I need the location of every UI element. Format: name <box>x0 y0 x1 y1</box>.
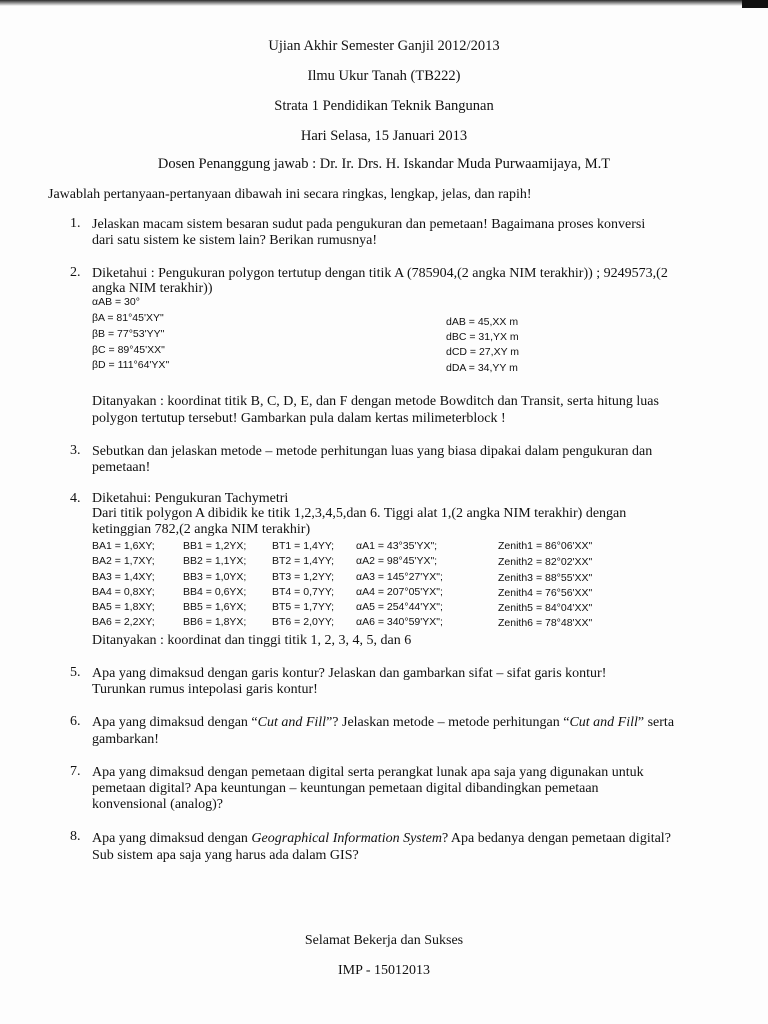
bb-1: BB1 = 1,2YX; <box>183 540 247 552</box>
zenith-1: Zenith1 = 86°06'XX" <box>498 540 593 552</box>
question-6-text-a: Apa yang dimaksud dengan “ <box>92 715 258 730</box>
bb-3: BB3 = 1,0YX; <box>183 571 247 583</box>
bt-6: BT6 = 2,0YY; <box>272 616 335 628</box>
question-3-line-1: Sebutkan dan jelaskan metode – metode perhitungan luas yang biasa dipakai dalam pengukuran dan <box>92 444 653 459</box>
question-number-4: 4. <box>70 491 81 506</box>
polygon-angle-a: βA = 81°45'XY" <box>92 312 164 324</box>
question-8-term: Geographical Information System <box>251 831 442 846</box>
question-6-line-1 <box>92 714 674 731</box>
question-8-text-a: Apa yang dimaksud dengan <box>92 831 252 846</box>
exam-date: Hari Selasa, 15 Januari 2013 <box>300 128 468 144</box>
document-code: IMP - 15012013 <box>337 963 431 978</box>
question-number-8: 8. <box>70 829 81 844</box>
question-8-line-1 <box>92 830 671 847</box>
ba-5: BA5 = 1,8XY; <box>92 601 155 613</box>
question-6-term-1: Cut and Fill <box>257 715 327 730</box>
ba-4: BA4 = 0,8XY; <box>92 586 155 598</box>
question-4-line-2: Dari titik polygon A dibidik ke titik 1,2,3,4,5,dan 6. Tiggi alat 1,(2 angka NIM terakhir) dengan <box>92 506 627 521</box>
azimuth-a2: αA2 = 98°45'YX"; <box>356 555 438 567</box>
ba-6: BA6 = 2,2XY; <box>92 616 155 628</box>
question-4-line-3: ketinggian 782,(2 angka NIM terakhir) <box>92 522 311 537</box>
question-number-6: 6. <box>70 714 81 729</box>
question-2-ask-line-2: polygon tertutup tersebut! Gambarkan pula dalam kertas milimeterblock ! <box>92 411 506 426</box>
question-4-ask: Ditanyakan : koordinat dan tinggi titik 1, 2, 3, 4, 5, dan 6 <box>92 633 412 648</box>
question-6-term-2: Cut and Fill <box>569 715 638 730</box>
question-1-line-1: Jelaskan macam sistem besaran sudut pada pengukuran dan pemetaan! Bagaimana proses konversi <box>92 217 646 232</box>
lecturer-line: Dosen Penanggung jawab : Dr. Ir. Drs. H. Iskandar Muda Purwaamijaya, M.T <box>157 156 611 172</box>
bb-6: BB6 = 1,8YX; <box>183 616 247 628</box>
scan-corner-mark <box>742 0 768 8</box>
distance-bc: dBC = 31,YX m <box>446 331 519 343</box>
bt-5: BT5 = 1,7YY; <box>272 601 335 613</box>
question-5-line-1: Apa yang dimaksud dengan garis kontur? Jelaskan dan gambarkan sifat – sifat garis kontur! <box>92 666 607 681</box>
closing-message: Selamat Bekerja dan Sukses <box>304 933 464 948</box>
question-number-5: 5. <box>70 665 81 680</box>
azimuth-a6: αA6 = 340°59'YX"; <box>356 616 443 628</box>
question-number-3: 3. <box>70 443 81 458</box>
program-name: Strata 1 Pendidikan Teknik Bangunan <box>274 98 494 114</box>
ba-3: BA3 = 1,4XY; <box>92 571 155 583</box>
question-5-line-2: Turunkan rumus intepolasi garis kontur! <box>92 682 318 697</box>
polygon-azimuth-ab: αAB = 30° <box>92 296 140 308</box>
polygon-angle-d: βD = 111°64'YX" <box>92 359 170 371</box>
question-2-line-1: Diketahui : Pengukuran polygon tertutup dengan titik A (785904,(2 angka NIM terakhir)) ; 9249573,(2 <box>92 266 668 281</box>
question-8-text-b: ? Apa bedanya dengan pemetaan digital? <box>441 831 671 846</box>
question-7-line-3: konvensional (analog)? <box>92 797 224 812</box>
bb-2: BB2 = 1,1YX; <box>183 555 247 567</box>
question-2-ask-line-1: Ditanyakan : koordinat titik B, C, D, E, dan F dengan metode Bowditch dan Transit, serta hitung luas <box>92 394 659 409</box>
distance-ab: dAB = 45,XX m <box>446 316 519 328</box>
zenith-2: Zenith2 = 82°02'XX" <box>498 556 593 568</box>
bb-4: BB4 = 0,6YX; <box>183 586 247 598</box>
polygon-angle-c: βC = 89°45'XX" <box>92 344 165 356</box>
polygon-angle-b: βB = 77°53'YY" <box>92 328 165 340</box>
exam-title: Ujian Akhir Semester Ganjil 2012/2013 <box>268 38 500 54</box>
instruction: Jawablah pertanyaan-pertanyaan dibawah ini secara ringkas, lengkap, jelas, dan rapih! <box>48 187 532 202</box>
question-6-text-c: ” serta <box>637 715 675 730</box>
bt-1: BT1 = 1,4YY; <box>272 540 335 552</box>
ba-2: BA2 = 1,7XY; <box>92 555 155 567</box>
question-number-1: 1. <box>70 216 81 231</box>
question-3-line-2: pemetaan! <box>92 460 151 475</box>
bt-3: BT3 = 1,2YY; <box>272 571 335 583</box>
zenith-4: Zenith4 = 76°56'XX" <box>498 587 593 599</box>
question-number-7: 7. <box>70 764 81 779</box>
question-number-2: 2. <box>70 265 81 280</box>
zenith-3: Zenith3 = 88°55'XX" <box>498 572 593 584</box>
question-7-line-1: Apa yang dimaksud dengan pemetaan digital serta perangkat lunak apa saja yang digunakan untuk <box>92 765 644 780</box>
question-1-line-2: dari satu sistem ke sistem lain? Berikan rumusnya! <box>92 233 377 248</box>
question-8-line-2: Sub sistem apa saja yang harus ada dalam GIS? <box>92 848 359 863</box>
scan-edge <box>0 0 768 6</box>
ba-1: BA1 = 1,6XY; <box>92 540 155 552</box>
zenith-6: Zenith6 = 78°48'XX" <box>498 617 593 629</box>
azimuth-a1: αA1 = 43°35'YX"; <box>356 540 438 552</box>
question-7-line-2: pemetaan digital? Apa keuntungan – keuntungan pemetaan digital dibandingkan pemetaan <box>92 781 599 796</box>
question-6-text-b: ”? Jelaskan metode – metode perhitungan “ <box>326 715 570 730</box>
zenith-5: Zenith5 = 84°04'XX" <box>498 602 593 614</box>
question-2-line-2: angka NIM terakhir)) <box>92 281 213 296</box>
bb-5: BB5 = 1,6YX; <box>183 601 247 613</box>
bt-2: BT2 = 1,4YY; <box>272 555 335 567</box>
azimuth-a3: αA3 = 145°27'YX"; <box>356 571 443 583</box>
azimuth-a5: αA5 = 254°44'YX"; <box>356 601 443 613</box>
distance-da: dDA = 34,YY m <box>446 362 518 374</box>
question-4-line-1: Diketahui: Pengukuran Tachymetri <box>92 491 289 506</box>
azimuth-a4: αA4 = 207°05'YX"; <box>356 586 443 598</box>
distance-cd: dCD = 27,XY m <box>446 346 520 358</box>
question-6-line-2: gambarkan! <box>92 732 159 747</box>
course-name: Ilmu Ukur Tanah (TB222) <box>307 68 461 84</box>
bt-4: BT4 = 0,7YY; <box>272 586 335 598</box>
